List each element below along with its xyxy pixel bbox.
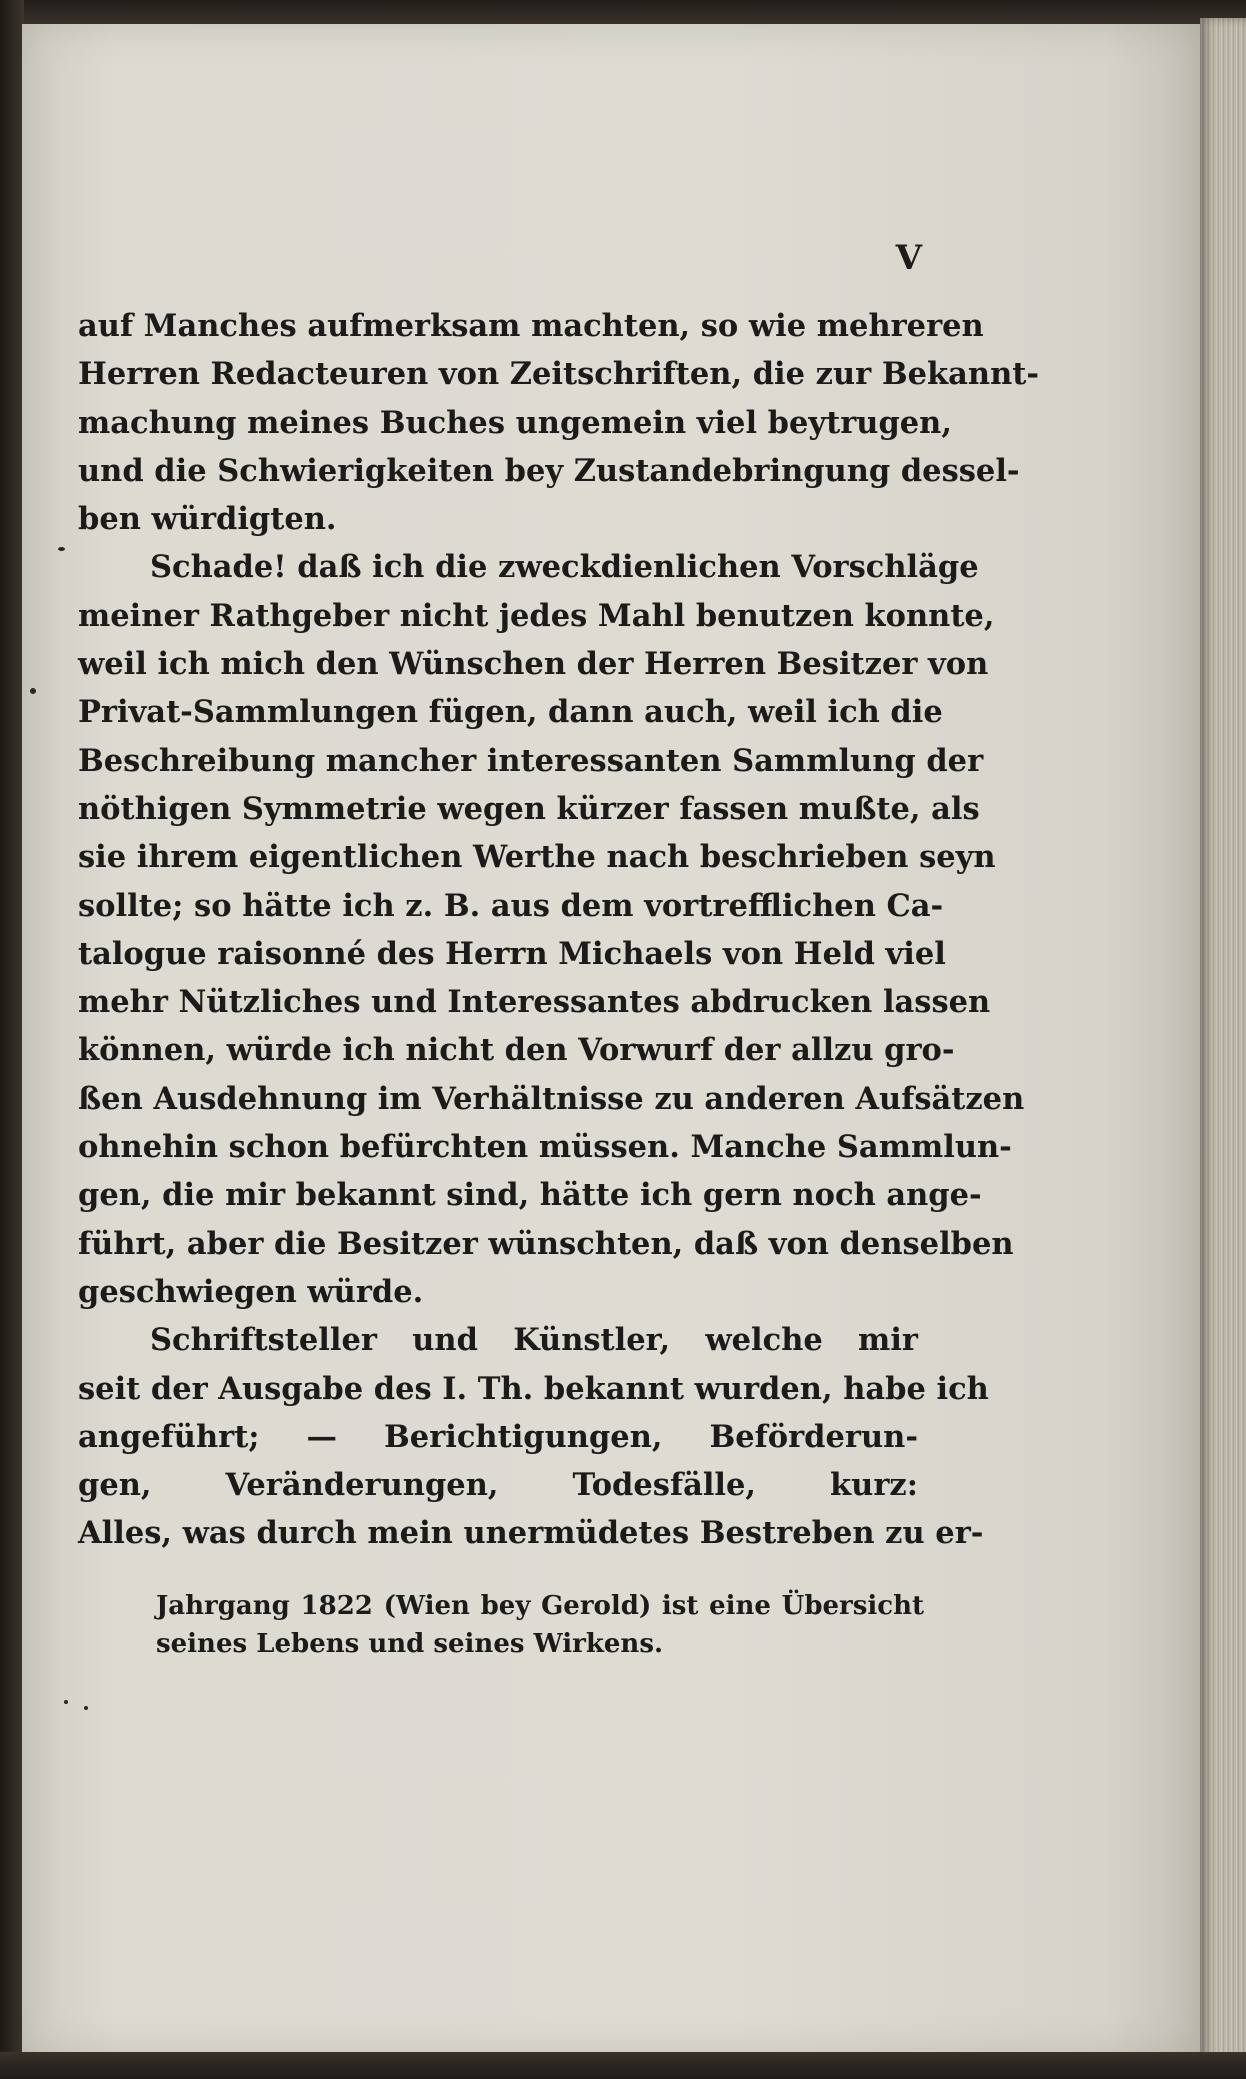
- text-line: ben würdigten.: [78, 501, 337, 538]
- page-number: V: [895, 238, 922, 278]
- text-line: sie ihrem eigentlichen Werthe nach beschrieben seyn: [78, 839, 996, 876]
- text-line: und die Schwierigkeiten bey Zustandebringung dessel-: [78, 452, 1020, 489]
- text-line: angeführt; — Berichtigungen, Beförderun-: [78, 1418, 918, 1455]
- text-line: sollte; so hätte ich z. B. aus dem vortrefflichen Ca-: [78, 887, 944, 924]
- text-line: ßen Ausdehnung im Verhältnisse zu anderen Aufsätzen: [78, 1080, 1025, 1117]
- text-line: Beschreibung mancher interessanten Sammlung der: [78, 742, 984, 779]
- text-line: mehr Nützliches und Interessantes abdrucken lassen: [78, 984, 991, 1021]
- ink-speck: [58, 547, 65, 551]
- text-line: Privat-Sammlungen fügen, dann auch, weil ich die: [78, 694, 943, 731]
- text-line: gen, die mir bekannt sind, hätte ich gern noch ange-: [78, 1177, 982, 1214]
- text-line: machung meines Buches ungemein viel beytrugen,: [78, 404, 952, 441]
- text-line: auf Manches aufmerksam machten, so wie mehreren: [78, 308, 984, 344]
- ink-speck: [64, 1700, 68, 1704]
- text-line: gen, Veränderungen, Todesfälle, kurz:: [78, 1467, 918, 1504]
- text-line: seit der Ausgabe des I. Th. bekannt wurden, habe ich: [78, 1370, 989, 1407]
- text-line: Herren Redacteuren von Zeitschriften, die zur Bekannt-: [78, 356, 1040, 393]
- text-line: Schade! daß ich die zweckdienlichen Vorschläge: [150, 549, 979, 586]
- scan-bottom-edge: [0, 2052, 1246, 2079]
- body-text: [78, 302, 1040, 1558]
- scan-left-edge: [0, 0, 24, 2079]
- footnote-line: Jahrgang 1822 (Wien bey Gerold) ist eine Übersicht: [156, 1591, 924, 1621]
- text-line: talogue raisonné des Herrn Michaels von Held viel: [78, 935, 946, 972]
- text-line: können, würde ich nicht den Vorwurf der allzu gro-: [78, 1032, 955, 1069]
- ink-speck: [30, 688, 36, 694]
- text-line: Alles, was durch mein unermüdetes Bestreben zu er-: [78, 1515, 984, 1552]
- text-line: meiner Rathgeber nicht jedes Mahl benutzen konnte,: [78, 597, 995, 634]
- text-line: ohnehin schon befürchten müssen. Manche Sammlun-: [78, 1129, 1012, 1166]
- text-line: führt, aber die Besitzer wünschten, daß von denselben: [78, 1225, 1014, 1262]
- text-line: Schriftsteller und Künstler, welche mir: [150, 1322, 918, 1359]
- footnote-line: seines Lebens und seines Wirkens.: [156, 1629, 664, 1659]
- footnote: [156, 1587, 924, 1663]
- text-line: geschwiegen würde.: [78, 1273, 424, 1310]
- ink-speck: [84, 1706, 88, 1710]
- text-line: weil ich mich den Wünschen der Herren Besitzer von: [78, 646, 989, 683]
- text-line: nöthigen Symmetrie wegen kürzer fassen mußte, als: [78, 790, 980, 827]
- scan-top-edge: [0, 0, 1246, 26]
- page-fore-edges: [1200, 18, 1246, 2063]
